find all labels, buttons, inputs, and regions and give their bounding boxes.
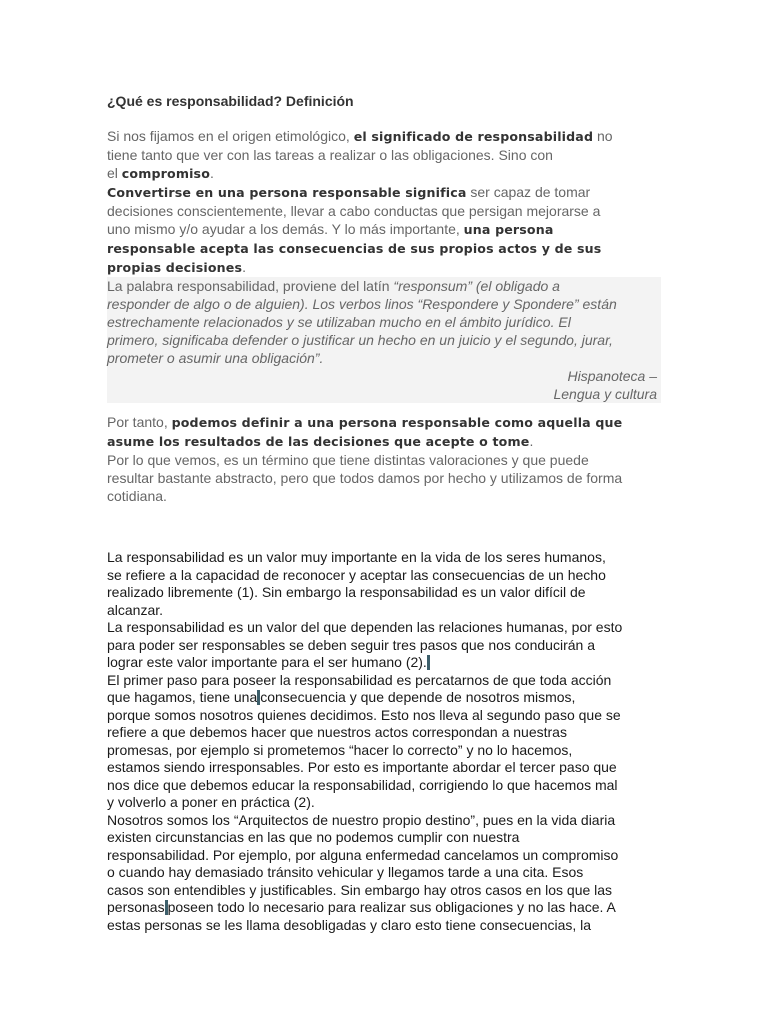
text-run: Si nos fijamos en el origen etimológico, xyxy=(107,128,354,144)
document-page xyxy=(107,92,663,934)
text-run: el xyxy=(107,165,122,181)
bold-run: responsable acepta las consecuencias de sus propios actos y de sus xyxy=(107,241,602,256)
text-run: La palabra responsabilidad, proviene del latín xyxy=(107,278,394,294)
text-run: . xyxy=(210,165,214,181)
essay-line: La responsabilidad es un valor muy importante en la vida de los seres humanos, xyxy=(107,549,606,565)
quote-source: Lengua y cultura xyxy=(553,386,657,402)
intro-paragraph xyxy=(107,127,663,277)
essay-line: realizado libremente (1). Sin embargo la responsabilidad es un valor difícil de xyxy=(107,584,586,600)
conclusion-line: resultar bastante abstracto, pero que todos damos por hecho y utilizamos de forma xyxy=(107,470,623,486)
bold-run: Convertirse en una persona responsable significa xyxy=(107,185,467,200)
essay-line: responsabilidad. Por ejemplo, por alguna enfermedad cancelamos un compromiso xyxy=(107,846,619,863)
essay-line: se refiere a la capacidad de reconocer y aceptar las consecuencias de un hecho xyxy=(107,566,606,583)
intro-line xyxy=(107,258,663,277)
text-run: . xyxy=(529,433,534,449)
essay-line xyxy=(107,689,663,707)
blockquote xyxy=(107,277,661,403)
intro-line xyxy=(107,127,663,146)
text-run: Por tanto, xyxy=(107,414,172,430)
text-run: no xyxy=(593,128,613,144)
bold-run: una persona xyxy=(463,222,554,237)
essay-line: Nosotros somos los “Arquitectos de nuestro propio destino”, pues en la vida diaria xyxy=(107,811,616,828)
italic-run: “responsum” (el obligado a xyxy=(393,278,560,294)
text-run: uno mismo y/o ayudar a los demás. Y lo más importante, xyxy=(107,221,464,237)
essay-line: estas personas se les llama desobligadas y claro esto tiene consecuencias, la xyxy=(107,916,592,933)
text-run: personas xyxy=(107,899,165,915)
conclusion-line: Por lo que vemos, es un término que tiene distintas valoraciones y que puede xyxy=(107,452,589,468)
text-run: lograr este valor importante para el ser humano (2). xyxy=(107,654,427,670)
quote-line: prometer o asumir una obligación”. xyxy=(107,350,324,366)
intro-line xyxy=(107,220,663,239)
essay-line: y volverlo a poner en práctica (2). xyxy=(107,794,315,810)
bold-run: podemos definir a una persona responsable como aquella que xyxy=(171,415,623,430)
essay-line: porque somos nosotros quienes decidimos. Esto nos lleva al segundo paso que se xyxy=(107,706,621,723)
essay-line: refiere a que debemos hacer que nuestros actos correspondan a nuestras xyxy=(107,724,567,740)
intro-line: decisiones conscientemente, llevar a cabo conductas que persigan mejorarse a xyxy=(107,203,601,219)
essay-body xyxy=(107,549,663,934)
essay-line: o cuando hay demasiado tránsito vehicular y llegamos tarde a una cita. Esos xyxy=(107,864,584,880)
essay-line: El primer paso para poseer la responsabilidad es percatarnos de que toda acción xyxy=(107,671,612,688)
conclusion-line xyxy=(107,413,663,432)
text-run: ser capaz de tomar xyxy=(466,184,591,200)
essay-line: casos son entendibles y justificables. Sin embargo hay otros casos en los que las xyxy=(107,881,613,898)
quote-line: responder de algo o de alguien). Los verbos linos “Respondere y Spondere” están xyxy=(107,296,617,312)
text-run: que hagamos, tiene una xyxy=(107,689,258,705)
text-run: consecuencia y que depende de nosotros mismos, xyxy=(260,689,576,705)
intro-line xyxy=(107,183,663,202)
intro-line xyxy=(107,164,663,183)
conclusion-line: cotidiana. xyxy=(107,488,167,504)
quote-line: estrechamente relacionados y se utilizaban mucho en el ámbito jurídico. El xyxy=(107,314,571,330)
essay-line: para poder ser responsables se deben seguir tres pasos que nos conducirán a xyxy=(107,636,595,653)
bold-run: asume los resultados de las decisiones que acepte o tome xyxy=(107,434,530,449)
quote-source: Hispanoteca – xyxy=(567,368,657,384)
essay-line xyxy=(107,899,663,917)
essay-line: existen circunstancias en las que no podemos cumplir con nuestra xyxy=(107,829,520,845)
text-run: poseen todo lo necesario para realizar sus obligaciones y no las hace. A xyxy=(167,899,616,915)
text-run: . xyxy=(242,259,246,275)
bold-run: compromiso xyxy=(121,166,211,181)
intro-line xyxy=(107,239,663,258)
bold-run: propias decisiones xyxy=(107,260,243,275)
quote-line xyxy=(107,277,661,295)
essay-line xyxy=(107,654,663,672)
essay-line: La responsabilidad es un valor del que dependen las relaciones humanas, por esto xyxy=(107,619,623,635)
text-cursor-marker xyxy=(427,655,430,670)
page-title: ¿Qué es responsabilidad? Definición xyxy=(107,93,354,109)
quote-line: primero, significaba defender o justificar un hecho en un juicio y el segundo, jurar, xyxy=(107,332,613,348)
bold-run: el significado de responsabilidad xyxy=(353,129,594,144)
essay-line: nos dice que debemos educar la responsabilidad, corrigiendo lo que hacemos mal xyxy=(107,776,618,793)
conclusion-line xyxy=(107,432,663,451)
essay-line: alcanzar. xyxy=(107,601,164,618)
essay-line: estamos siendo irresponsables. Por esto es importante abordar el tercer paso que xyxy=(107,759,617,775)
conclusion-paragraph xyxy=(107,413,663,505)
intro-line: tiene tanto que ver con las tareas a realizar o las obligaciones. Sino con xyxy=(107,147,553,163)
essay-line: promesas, por ejemplo si prometemos “hacer lo correcto” y no lo hacemos, xyxy=(107,741,573,758)
